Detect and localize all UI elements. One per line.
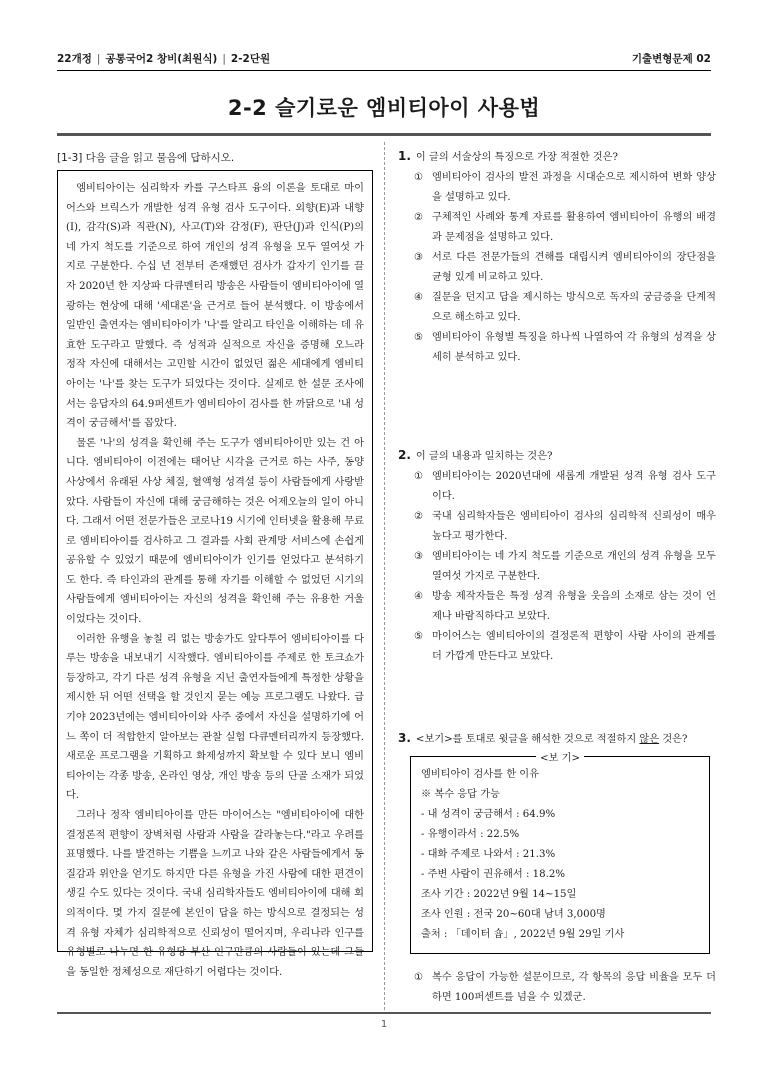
bogi-line: 조사 인원 : 전국 20~60대 남녀 3,000명: [421, 909, 606, 920]
bogi-line: - 주변 사람이 권유해서 : 18.2%: [421, 869, 565, 880]
answer-option[interactable]: ④ 방송 제작자들은 특정 성격 유형을 웃음의 소재로 삼는 것이 언제나 바람직하다고 보았다.: [414, 591, 716, 622]
passage-paragraph: 엠비티아이는 심리학자 카를 구스타프 융의 이론을 토대로 마이어스와 브릭스가 개발한 성격 유형 검사 도구이다. 외향(E)과 내향(I), 감각(S)과 직관(N), 사고(T)와 감정(F), 판단(J)과 인식(P)의 네 가지 척도를 기준으로 하여 개인의 성격 유형을 모두 열여섯 가지로 구분한다. 수십 년 전부터 존재했던 검사가 갑자기 인기를 끌자 2020년 한 지상파 다큐멘터리 방송은 사람들이 엠비티아이에 열광하는 현상에 대해 '세대론'을 근거로 들어 분석했다. 이 방송에서 일반인 출연자는 엠비티아이가 '나'를 알리고 타인을 이해하는 데 유효한 도구라고 말했다. 즉 성적과 실적으로 자신을 증명해 오느라 정작 자신에 대해서는 고민할 시간이 없었던 젊은 세대에게 엠비티아이는 '나'를 찾는 도구가 되었다는 것이다. 실제로 한 설문 조사에서는 응답자의 64.9퍼센트가 엠비티아이 검사를 한 까닭으로 '내 성격이 궁금해서'를 꼽았다.: [66, 183, 364, 430]
title-rule: [57, 133, 711, 136]
answer-option[interactable]: ② 구체적인 사례와 통계 자료를 활용하여 엠비티아이 유행의 배경과 문제점을 설명하고 있다.: [414, 212, 716, 243]
question-2: [398, 445, 716, 667]
bogi-line: - 내 성격이 궁금해서 : 64.9%: [421, 809, 556, 820]
column-divider: [384, 142, 385, 1010]
header-rule: [57, 70, 711, 71]
header-unit: 2-2단원: [230, 53, 271, 65]
page-header: [57, 48, 711, 70]
answer-option[interactable]: ④ 질문을 던지고 답을 제시하는 방식으로 독자의 궁금증을 단계적으로 해소하고 있다.: [414, 292, 716, 323]
passage-paragraph: 물론 '나'의 성격을 확인해 주는 도구가 엠비티아이만 있는 건 아니다. 엠비티아이 이전에는 태어난 시각을 근거로 하는 사주, 동양 사상에서 유래된 사상 체질, 혈액형 성격설 등이 사람들에게 사랑받았다. 사람들이 자신에 대해 궁금해하는 것은 어제오늘의 일이 아니다. 그래서 어떤 전문가들은 코로나19 시기에 인터넷을 활용해 무료로 엠비티아이를 검사하고 그 결과를 사회 관계망 서비스에 손쉽게 공유할 수 있었기 때문에 엠비티아이가 인기를 얻었다고 분석하기도 한다. 즉 타인과의 관계를 통해 자기를 이해할 수 없었던 시기의 사람들에게 엠비티아이는 자신의 성격을 확인해 주는 유용한 거울이었다는 것이다.: [66, 437, 364, 626]
answer-option[interactable]: ① 엠비티아이 검사의 발전 과정을 시대순으로 제시하여 변화 양상을 설명하고 있다.: [414, 172, 716, 203]
answer-option[interactable]: ⑤ 마이어스는 엠비티아이의 결정론적 편향이 사람 사이의 관계를 더 가깝게 만든다고 보았다.: [414, 631, 716, 662]
passage-paragraph: 이러한 유행을 놓칠 리 없는 방송가도 앞다투어 엠비티아이를 다루는 방송을 내보내기 시작했다. 엠비티아이를 주제로 한 토크쇼가 등장하고, 각기 다른 성격 유형을 지닌 출연자들에게 특정한 상황을 제시한 뒤 어떤 선택을 할 것인지 묻는 예능 프로그램도 나왔다. 급기야 2023년에는 엠비티아이와 사주 중에서 자신을 설명하기에 어느 쪽이 더 적합한지 알아보는 관찰 실험 다큐멘터리까지 등장했다. 새로운 프로그램을 기획하고 화제성까지 확보할 수 있다 보니 엠비티아이는 각종 방송, 온라인 영상, 개인 방송 등의 단골 소재가 되었다.: [66, 633, 364, 802]
header-subject: 공통국어2 창비(최원식): [105, 53, 218, 65]
footer-rule: [57, 1012, 711, 1014]
bogi-line: 출처 : 「데이터 숍」, 2022년 9월 29일 기사: [421, 929, 625, 940]
answer-option[interactable]: ⑤ 엠비티아이 유형별 특징을 하나씩 나열하여 각 유형의 성격을 상세히 분석하고 있다.: [414, 332, 716, 363]
passage-paragraph: 그러나 정작 엠비티아이를 만든 마이어스는 "엠비티아이에 대한 결정론적 편향이 장벽처럼 사람과 사람을 갈라놓는다."라고 우려를 표명했다. 나를 발견하는 기쁨을 느끼고 나와 같은 사람들에게서 동질감과 위안을 얻기도 하지만 다른 유형을 가진 사람에 대한 편견이 생길 수도 있다는 것이다. 국내 심리학자들도 엠비티아이에 대해 회의적이다. 몇 가지 질문에 본인이 답을 하는 방식으로 결정되는 성격 유형 자체가 심리학적으로 신뢰성이 떨어지며, 우리나라 인구를 유형별로 나누면 한 유형당 부산 인구만큼의 사람들이 있는데 그들을 동일한 정체성으로 재단하기 어렵다는 것이다.: [66, 810, 364, 978]
question-stem: 2. 이 글의 내용과 일치하는 것은?: [398, 448, 553, 462]
bogi-label: <보 기>: [411, 749, 709, 769]
question-number: 1.: [398, 149, 411, 163]
question-3: [398, 728, 716, 1008]
question-1: [398, 146, 716, 368]
bogi-line: ※ 복수 응답 가능: [421, 789, 500, 800]
question-stem: 1. 이 글의 서술상의 특징으로 가장 적절한 것은?: [398, 149, 618, 163]
answer-option[interactable]: ① 복수 응답이 가능한 설문이므로, 각 항목의 응답 비율을 모두 더하면 100퍼센트를 넘을 수 있겠군.: [414, 972, 716, 1003]
header-edition: 22개정: [57, 53, 92, 65]
answer-option[interactable]: ① 엠비티아이는 2020년대에 새롭게 개발된 성격 유형 검사 도구이다.: [414, 471, 716, 502]
question-stem: 3. <보기>를 토대로 윗글을 해석한 것으로 적절하지 않은 것은?: [398, 731, 688, 745]
header-left: 22개정 | 공통국어2 창비(최원식) | 2-2단원: [57, 53, 271, 65]
bogi-box: [410, 753, 710, 954]
emphasis-underline: 않은: [639, 734, 660, 745]
page-title: 2-2 슬기로운 엠비티아이 사용법: [227, 96, 541, 120]
bogi-line: - 대화 주제로 나와서 : 21.3%: [421, 849, 556, 860]
question-number: 2.: [398, 448, 411, 462]
header-right: 기출변형문제 02: [631, 53, 711, 65]
bogi-line: 엠비티아이 검사를 한 이유: [421, 769, 539, 780]
bogi-line: 조사 기간 : 2022년 9월 14~15일: [421, 889, 577, 900]
bogi-line: - 유행이라서 : 22.5%: [421, 829, 520, 840]
answer-option[interactable]: ② 국내 심리학자들은 엠비티아이 검사의 심리학적 신뢰성이 매우 높다고 평가한다.: [414, 511, 716, 542]
reading-passage: [57, 170, 373, 978]
answer-option[interactable]: ③ 서로 다른 전문가들의 견해를 대립시켜 엠비티아이의 장단점을 균형 있게 비교하고 있다.: [414, 252, 716, 283]
page-number: 1: [380, 1019, 388, 1030]
answer-option[interactable]: ③ 엠비티아이는 네 가지 척도를 기준으로 개인의 성격 유형을 모두 열여섯 가지로 구분한다.: [414, 551, 716, 582]
instruction: [1-3] 다음 글을 읽고 물음에 답하시오.: [57, 152, 235, 164]
question-number: 3.: [398, 731, 411, 745]
